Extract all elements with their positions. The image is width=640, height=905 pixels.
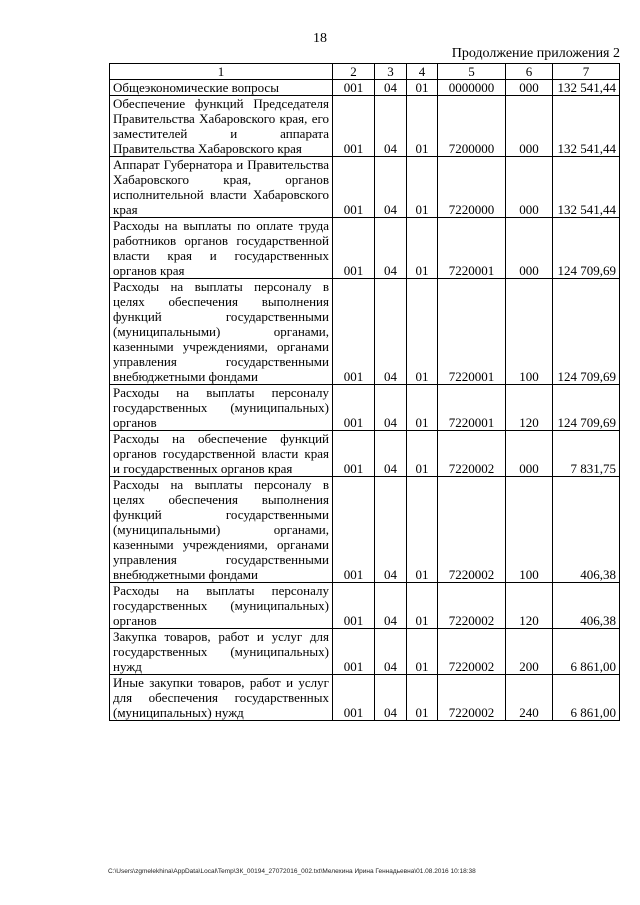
section-cell: 04 (375, 279, 407, 385)
header-row (110, 64, 620, 80)
target-article-cell: 7220002 (438, 583, 506, 629)
ministry-code-cell: 001 (333, 80, 375, 96)
expense-name-cell: Обеспечение функций Председателя Правительства Хабаровского края, его заместителей и аппарата Правительства Хабаровского края (110, 96, 333, 157)
table-row (110, 629, 620, 675)
column-header: 3 (375, 64, 407, 80)
target-article-cell: 7220002 (438, 675, 506, 721)
target-article-cell: 7220001 (438, 218, 506, 279)
expense-name-cell: Иные закупки товаров, работ и услуг для обеспечения государственных (муниципальных) нужд (110, 675, 333, 721)
target-article-cell: 7220002 (438, 629, 506, 675)
amount-cell: 6 861,00 (553, 675, 620, 721)
ministry-code-cell: 001 (333, 477, 375, 583)
section-cell: 04 (375, 675, 407, 721)
column-header: 5 (438, 64, 506, 80)
target-article-cell: 7220002 (438, 477, 506, 583)
subsection-cell: 01 (407, 80, 438, 96)
expense-type-cell: 240 (506, 675, 553, 721)
expense-name-cell: Расходы на обеспечение функций органов государственной власти края и государственных органов края (110, 431, 333, 477)
ministry-code-cell: 001 (333, 675, 375, 721)
amount-cell: 124 709,69 (553, 279, 620, 385)
section-cell: 04 (375, 629, 407, 675)
expense-name-cell: Аппарат Губернатора и Правительства Хабаровского края, органов исполнительной власти Хабаровского края (110, 157, 333, 218)
expense-type-cell: 100 (506, 477, 553, 583)
section-cell: 04 (375, 218, 407, 279)
expense-type-cell: 000 (506, 157, 553, 218)
expense-type-cell: 000 (506, 431, 553, 477)
target-article-cell: 7220002 (438, 431, 506, 477)
amount-cell: 6 861,00 (553, 629, 620, 675)
table-row (110, 218, 620, 279)
amount-cell: 124 709,69 (553, 385, 620, 431)
expense-type-cell: 120 (506, 583, 553, 629)
expense-name-cell: Расходы на выплаты персоналу в целях обеспечения выполнения функций государственными (муниципальными) органами, казенными учреждениями, органами управления государственными внебюджетными фондами (110, 477, 333, 583)
amount-cell: 132 541,44 (553, 80, 620, 96)
ministry-code-cell: 001 (333, 218, 375, 279)
section-cell: 04 (375, 477, 407, 583)
expense-type-cell: 100 (506, 279, 553, 385)
target-article-cell: 7220001 (438, 385, 506, 431)
column-header: 4 (407, 64, 438, 80)
amount-cell: 7 831,75 (553, 431, 620, 477)
column-header: 6 (506, 64, 553, 80)
amount-cell: 124 709,69 (553, 218, 620, 279)
subsection-cell: 01 (407, 279, 438, 385)
subsection-cell: 01 (407, 431, 438, 477)
subsection-cell: 01 (407, 385, 438, 431)
amount-cell: 132 541,44 (553, 96, 620, 157)
ministry-code-cell: 001 (333, 629, 375, 675)
ministry-code-cell: 001 (333, 279, 375, 385)
column-header: 2 (333, 64, 375, 80)
expense-type-cell: 120 (506, 385, 553, 431)
expense-name-cell: Расходы на выплаты персоналу государственных (муниципальных) органов (110, 385, 333, 431)
table-row (110, 675, 620, 721)
column-header: 1 (110, 64, 333, 80)
expense-name-cell: Закупка товаров, работ и услуг для государственных (муниципальных) нужд (110, 629, 333, 675)
amount-cell: 406,38 (553, 583, 620, 629)
expense-type-cell: 200 (506, 629, 553, 675)
ministry-code-cell: 001 (333, 157, 375, 218)
section-cell: 04 (375, 385, 407, 431)
ministry-code-cell: 001 (333, 583, 375, 629)
expense-name-cell: Расходы на выплаты персоналу в целях обеспечения выполнения функций государственными (муниципальными) органами, казенными учреждениями, органами управления государственными внебюджетными фондами (110, 279, 333, 385)
subsection-cell: 01 (407, 477, 438, 583)
section-cell: 04 (375, 157, 407, 218)
table-row (110, 431, 620, 477)
subsection-cell: 01 (407, 157, 438, 218)
ministry-code-cell: 001 (333, 385, 375, 431)
subsection-cell: 01 (407, 629, 438, 675)
table-row (110, 279, 620, 385)
expense-name-cell: Расходы на выплаты по оплате труда работников органов государственной власти края и государственных органов края (110, 218, 333, 279)
table-row (110, 80, 620, 96)
subsection-cell: 01 (407, 583, 438, 629)
table-row (110, 477, 620, 583)
section-cell: 04 (375, 80, 407, 96)
section-cell: 04 (375, 583, 407, 629)
amount-cell: 132 541,44 (553, 157, 620, 218)
ministry-code-cell: 001 (333, 431, 375, 477)
expense-type-cell: 000 (506, 96, 553, 157)
continuation-label: Продолжение приложения 2 (451, 46, 620, 61)
expense-name-cell: Расходы на выплаты персоналу государственных (муниципальных) органов (110, 583, 333, 629)
target-article-cell: 7200000 (438, 96, 506, 157)
expense-name-cell: Общеэкономические вопросы (110, 80, 333, 96)
table-row (110, 96, 620, 157)
column-header: 7 (553, 64, 620, 80)
section-cell: 04 (375, 431, 407, 477)
file-path-footer: C:\Users\zgmelekhina\AppData\Local\Temp\ЗК_00194_27072016_002.txt\Мелехина Ирина Геннадьевна\01.08.2016 10:18:38 (108, 868, 476, 875)
expense-type-cell: 000 (506, 218, 553, 279)
target-article-cell: 0000000 (438, 80, 506, 96)
page-number: 18 (313, 31, 327, 46)
ministry-code-cell: 001 (333, 96, 375, 157)
target-article-cell: 7220000 (438, 157, 506, 218)
subsection-cell: 01 (407, 96, 438, 157)
table-row (110, 385, 620, 431)
table-row (110, 583, 620, 629)
section-cell: 04 (375, 96, 407, 157)
subsection-cell: 01 (407, 675, 438, 721)
amount-cell: 406,38 (553, 477, 620, 583)
budget-table (109, 63, 620, 721)
subsection-cell: 01 (407, 218, 438, 279)
expense-type-cell: 000 (506, 80, 553, 96)
table-row (110, 157, 620, 218)
target-article-cell: 7220001 (438, 279, 506, 385)
